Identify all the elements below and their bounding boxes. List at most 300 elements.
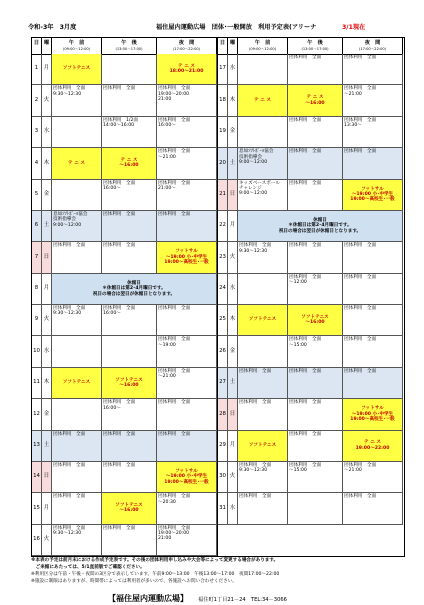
- schedule-row: [218, 462, 403, 493]
- header-evening: [157, 38, 217, 54]
- slot-text: 団体利用 全面: [289, 180, 322, 186]
- slot-text: 息如ｿﾌﾄﾎﾞｰﾙ協会: [239, 149, 274, 155]
- slot-text: ソフトテニス: [248, 317, 277, 323]
- slot-text: 団体利用 全面: [239, 494, 272, 500]
- weekday: 土: [228, 368, 238, 398]
- slot-text: 団体利用 全面: [158, 337, 191, 343]
- morning-slot: [52, 211, 102, 241]
- slot-text: ソフトテニス: [248, 442, 277, 448]
- evening-slot: [157, 462, 217, 492]
- weekday: 月: [42, 274, 52, 304]
- afternoon-slot: [102, 462, 157, 492]
- slot-text: 団体利用 全面: [344, 274, 377, 280]
- slot-text: 団体利用 全面: [158, 180, 191, 186]
- morning-slot: [52, 493, 102, 523]
- slot-text: 9:30～12:30: [239, 248, 268, 254]
- day-number: 3: [32, 117, 42, 147]
- afternoon-slot: [288, 148, 343, 178]
- note-3: ※利用区分は午前・午後・夜間の3区分で表示しています。午前9:00～13:00 午後13:00～17:00 夜間17:00～22:00: [31, 572, 280, 577]
- slot-text: 9:30～12:30: [53, 531, 82, 537]
- weekday: 木: [228, 85, 238, 115]
- weekday: 月: [228, 431, 238, 461]
- evening-slot: [343, 462, 403, 492]
- afternoon-slot: [288, 462, 343, 492]
- header-day-label: 日: [219, 40, 226, 46]
- evening-slot: [157, 180, 217, 210]
- weekday: 土: [42, 431, 52, 461]
- slot-text: 団体利用 全面: [103, 180, 136, 186]
- slot-text: フットサル: [175, 468, 198, 474]
- slot-text: 団体利用 全面: [289, 243, 322, 249]
- evening-slot: [157, 54, 217, 84]
- header-weekday-label: 曜: [43, 40, 50, 46]
- slot-text: ～19:00 小･中学生: [351, 411, 394, 417]
- afternoon-slot: [288, 305, 343, 335]
- schedule-row: [32, 462, 217, 493]
- morning-slot: [238, 462, 288, 492]
- slot-text: ～19:00 小･中学生: [351, 191, 394, 197]
- afternoon-slot: [102, 336, 157, 366]
- weekday: 火: [42, 85, 52, 115]
- weekday: 水: [228, 54, 238, 84]
- header-weekday: [42, 38, 52, 54]
- afternoon-slot: [102, 54, 157, 84]
- slot-text: 団体利用 1/2面: [103, 117, 138, 123]
- weekday: 金: [228, 117, 238, 147]
- header-morning-time: (09:00～12:00): [248, 47, 277, 51]
- morning-slot: [238, 180, 288, 210]
- slot-text: 団体利用 全面: [239, 462, 272, 468]
- slot-text: 団体利用 全面: [344, 368, 377, 374]
- evening-slot: [343, 399, 403, 429]
- footer-facility-name: 【福住屋内運動広場】: [108, 594, 188, 603]
- slot-text: ＊休館日は第2･4月曜日です。: [102, 286, 166, 292]
- header-evening-time: (17:00～22:00): [358, 47, 387, 51]
- evening-slot: [343, 336, 403, 366]
- footer: [108, 586, 388, 603]
- slot-text: キッズベースボール: [239, 180, 280, 186]
- schedule-row: [32, 305, 217, 336]
- slot-text: 団体利用 全面: [53, 525, 86, 531]
- header-morning: [52, 38, 102, 54]
- slot-text: 団体利用 全面: [344, 117, 377, 123]
- day-number: 11: [32, 368, 42, 398]
- slot-text: ～21:00: [344, 468, 362, 474]
- slot-text: ～21:00: [158, 154, 176, 160]
- schedule-row: [32, 431, 217, 462]
- weekday: 水: [42, 117, 52, 147]
- morning-slot: [238, 368, 288, 398]
- slot-text: 団体利用 全面: [289, 431, 322, 437]
- morning-slot: [238, 85, 288, 115]
- slot-text: 19:00～高校生･一般: [350, 197, 395, 203]
- slot-text: 団体利用 全面: [344, 306, 377, 311]
- schedule-row: [218, 180, 403, 211]
- slot-text: ＊休館日は第2･4月曜日です。: [288, 223, 352, 229]
- slot-text: 団体利用 全面: [158, 494, 191, 500]
- day-number: 5: [32, 180, 42, 210]
- afternoon-slot: [288, 431, 343, 461]
- slot-text: 団体利用 全面: [289, 400, 322, 406]
- schedule-row: [218, 368, 403, 399]
- day-number: 30: [218, 462, 228, 492]
- slot-text: 団体利用 全面: [344, 462, 377, 468]
- weekday: 土: [42, 211, 52, 241]
- afternoon-slot: [288, 493, 343, 523]
- day-number: 10: [32, 336, 42, 366]
- slot-text: フットサル: [361, 186, 384, 192]
- evening-slot: [343, 54, 403, 84]
- header-morning-label: 午 前: [254, 40, 271, 46]
- slot-text: ～21:00: [344, 91, 362, 97]
- weekday: 金: [42, 180, 52, 210]
- slot-text: 団体利用 全面: [103, 400, 136, 406]
- slot-text: 団体利用 全面: [239, 368, 272, 374]
- evening-slot: [157, 525, 217, 555]
- day-number: 28: [218, 399, 228, 429]
- closure-notice: [52, 274, 217, 304]
- day-number: 8: [32, 274, 42, 304]
- slot-text: 21:00～: [158, 185, 176, 191]
- schedule-row: [218, 54, 403, 85]
- slot-text: 技術指導会: [53, 217, 76, 223]
- afternoon-slot: [102, 525, 157, 555]
- schedule-row: [32, 85, 217, 116]
- afternoon-slot: [288, 242, 343, 272]
- afternoon-slot: [288, 117, 343, 147]
- weekday: 木: [42, 148, 52, 178]
- header-weekday-label: 曜: [229, 40, 236, 46]
- weekday: 木: [228, 305, 238, 335]
- slot-text: ソフトテニス: [115, 377, 143, 383]
- slot-text: 団体利用 全面: [239, 400, 272, 406]
- slot-text: 団体利用 全面: [103, 462, 136, 468]
- header-afternoon: [288, 38, 343, 54]
- afternoon-slot: [288, 54, 343, 84]
- evening-slot: [343, 368, 403, 398]
- slot-text: 団体利用 全面: [158, 431, 191, 437]
- day-number: 17: [218, 54, 228, 84]
- evening-slot: [157, 493, 217, 523]
- weekday: 月: [42, 54, 52, 84]
- morning-slot: [238, 117, 288, 147]
- footer-address: 福住町1丁目21－24 TEL:34－3066: [198, 597, 287, 603]
- slot-text: 団体利用 全面: [53, 494, 86, 500]
- slot-text: 19:00～高校生･一般: [164, 479, 209, 485]
- afternoon-slot: [102, 117, 157, 147]
- evening-slot: [343, 180, 403, 210]
- schedule-row: [218, 117, 403, 148]
- slot-text: ～16:00: [119, 508, 139, 514]
- afternoon-slot: [102, 368, 157, 398]
- schedule-row: [32, 274, 217, 305]
- slot-text: 団体利用 全面: [158, 117, 191, 123]
- afternoon-slot: [102, 85, 157, 115]
- slot-text: ～19:00: [158, 342, 176, 348]
- evening-slot: [343, 431, 403, 461]
- slot-text: ～16:00: [119, 163, 139, 169]
- evening-slot: [157, 85, 217, 115]
- day-number: 4: [32, 148, 42, 178]
- note-1: ※本表の予定は前月末における作成予定表です。その後の団体利用申し込みや大会等によって変更する場合があります。: [31, 558, 279, 563]
- afternoon-slot: [102, 148, 157, 178]
- left-header-row: [32, 38, 217, 55]
- evening-slot: [157, 305, 217, 335]
- evening-slot: [157, 431, 217, 461]
- morning-slot: [52, 305, 102, 335]
- afternoon-slot: [102, 399, 157, 429]
- morning-slot: [238, 399, 288, 429]
- day-number: 25: [218, 305, 228, 335]
- slot-text: 団体利用 全面: [53, 243, 86, 249]
- slot-text: 9:30～12:30: [53, 91, 82, 97]
- evening-slot: [343, 85, 403, 115]
- day-number: 23: [218, 242, 228, 272]
- slot-text: 技術指導会: [239, 154, 262, 160]
- evening-slot: [157, 117, 217, 147]
- day-number: 13: [32, 431, 42, 461]
- schedule-row: [32, 180, 217, 211]
- day-number: 12: [32, 399, 42, 429]
- slot-text: 団体利用 全面: [289, 149, 322, 155]
- slot-text: 団体利用 全面: [289, 55, 322, 60]
- slot-text: 9:30～12:30: [53, 311, 82, 317]
- slot-text: 16:00～: [103, 185, 121, 191]
- header-afternoon-label: 午 後: [121, 40, 137, 46]
- schedule-row: [218, 399, 403, 430]
- slot-text: 団体利用 全面: [289, 462, 322, 468]
- header-morning-label: 午 前: [68, 40, 85, 46]
- day-number: 6: [32, 211, 42, 241]
- day-number: 14: [32, 462, 42, 492]
- title-status: 3/1現在: [342, 24, 366, 31]
- evening-slot: [157, 211, 217, 241]
- slot-text: 9:30～12:30: [239, 468, 268, 474]
- weekday: 火: [228, 462, 238, 492]
- slot-text: 団体利用 全面: [289, 117, 322, 123]
- day-number: 19: [218, 117, 228, 147]
- afternoon-slot: [102, 180, 157, 210]
- morning-slot: [238, 54, 288, 84]
- schedule-row: [32, 336, 217, 367]
- header-evening-label: 夜 間: [364, 40, 381, 46]
- right-header-row: [218, 38, 403, 55]
- morning-slot: [52, 180, 102, 210]
- evening-slot: [157, 399, 217, 429]
- schedule-row: [218, 336, 403, 367]
- slot-text: 団体利用 全面: [344, 55, 377, 60]
- afternoon-slot: [288, 274, 343, 304]
- weekday: 水: [228, 493, 238, 523]
- day-number: 21: [218, 180, 228, 210]
- schedule-row: [32, 493, 217, 524]
- closure-notice: [238, 211, 403, 241]
- slot-text: 休館日: [313, 217, 327, 223]
- slot-text: 団体利用 全面: [289, 368, 322, 374]
- slot-text: 団体利用 全面: [344, 243, 377, 249]
- day-number: 27: [218, 368, 228, 398]
- slot-text: 16:00～: [158, 123, 176, 129]
- slot-text: 息如ｿﾌﾄﾎﾞｰﾙ協会: [53, 211, 88, 217]
- slot-text: 祝日の場合は翌日が休館日となります。: [92, 291, 176, 297]
- slot-text: 16:00～: [103, 405, 121, 411]
- slot-text: 団体利用 全面: [53, 431, 86, 437]
- schedule-row: [32, 117, 217, 148]
- morning-slot: [238, 242, 288, 272]
- schedule-row: [218, 242, 403, 273]
- slot-text: ～12:00: [289, 280, 307, 286]
- slot-text: 団体利用 全面: [344, 149, 377, 155]
- schedule-row: [218, 431, 403, 462]
- weekday: 日: [42, 462, 52, 492]
- slot-text: 祝日の場合は翌日が休館日となります。: [278, 228, 362, 234]
- morning-slot: [52, 399, 102, 429]
- slot-text: フットサル: [175, 249, 198, 255]
- morning-slot: [52, 525, 102, 555]
- slot-text: ソフトテニス: [115, 503, 143, 509]
- evening-slot: [343, 148, 403, 178]
- evening-slot: [343, 493, 403, 523]
- afternoon-slot: [102, 211, 157, 241]
- day-number: 24: [218, 274, 228, 304]
- slot-text: 団体利用 全面: [158, 149, 191, 155]
- morning-slot: [52, 148, 102, 178]
- slot-text: ソフトテニス: [62, 380, 91, 386]
- title-era: 令和-3年 3月度: [28, 24, 77, 31]
- afternoon-slot: [102, 431, 157, 461]
- morning-slot: [238, 305, 288, 335]
- day-number: 26: [218, 336, 228, 366]
- slot-text: 団体利用 全面: [239, 243, 272, 249]
- slot-text: 団体利用 全面: [344, 86, 377, 92]
- slot-text: 21:00: [158, 536, 172, 542]
- slot-text: ～16:00: [305, 100, 325, 106]
- schedule-left-half: [32, 38, 218, 556]
- evening-slot: [343, 117, 403, 147]
- slot-text: チャレンジ: [239, 185, 262, 191]
- header-day: [218, 38, 228, 54]
- slot-text: 団体利用 全面: [158, 368, 191, 374]
- day-number: 9: [32, 305, 42, 335]
- schedule-row: [32, 211, 217, 242]
- weekday: 日: [228, 399, 238, 429]
- slot-text: 団体利用 全面: [53, 86, 86, 92]
- morning-slot: [52, 85, 102, 115]
- slot-text: ～19:00 小･中学生: [165, 474, 208, 480]
- slot-text: ソフトテニス: [62, 66, 91, 72]
- evening-slot: [343, 274, 403, 304]
- morning-slot: [238, 274, 288, 304]
- schedule-row: [32, 148, 217, 179]
- slot-text: テ ニ ス: [120, 157, 138, 163]
- header-afternoon-label: 午 後: [307, 40, 323, 46]
- slot-text: 団体利用 全面: [158, 211, 191, 217]
- morning-slot: [238, 431, 288, 461]
- slot-text: ～16:00: [119, 382, 139, 388]
- afternoon-slot: [102, 493, 157, 523]
- slot-text: 団体利用 全面: [103, 431, 136, 437]
- weekday: 火: [42, 305, 52, 335]
- schedule-row: [218, 274, 403, 305]
- slot-text: テ ニ ス: [254, 97, 271, 103]
- header-weekday: [228, 38, 238, 54]
- weekday: 月: [42, 493, 52, 523]
- day-number: 7: [32, 242, 42, 272]
- slot-text: 9:00～12:00: [239, 159, 268, 165]
- afternoon-slot: [288, 180, 343, 210]
- evening-slot: [157, 368, 217, 398]
- slot-text: 団体利用 全面: [53, 306, 86, 311]
- slot-text: ～21:00: [158, 374, 176, 380]
- header-morning: [238, 38, 288, 54]
- schedule-row: [32, 399, 217, 430]
- slot-text: テ ニ ス: [364, 440, 381, 446]
- weekday: 月: [228, 211, 238, 241]
- day-number: 16: [32, 525, 42, 555]
- slot-text: 団体利用 全面: [289, 337, 322, 343]
- morning-slot: [52, 462, 102, 492]
- slot-text: 19:00～22:00: [355, 445, 390, 451]
- header-afternoon-time: (13:00～17:00): [115, 47, 143, 51]
- slot-text: ～15:00: [289, 468, 307, 474]
- afternoon-slot: [288, 336, 343, 366]
- slot-text: 団体利用 全面: [158, 86, 191, 92]
- slot-text: 団体利用 全面: [158, 400, 191, 406]
- slot-text: 16:00～: [103, 311, 121, 317]
- slot-text: 団体利用 全面: [103, 306, 136, 311]
- evening-slot: [343, 305, 403, 335]
- morning-slot: [52, 368, 102, 398]
- day-number: 18: [218, 85, 228, 115]
- header-afternoon: [102, 38, 157, 54]
- schedule-row: [218, 148, 403, 179]
- slot-text: 団体利用 全面: [344, 494, 377, 500]
- slot-text: 団体利用 全面: [53, 462, 86, 468]
- title-main: 福住屋内運動広場 団体･一般開放 利用予定表(アリーナ: [156, 24, 317, 31]
- slot-text: ～19:00 小･中学生: [165, 254, 208, 260]
- slot-text: 19:00～20:00: [158, 91, 190, 97]
- schedule-row: [32, 525, 217, 556]
- slot-text: 13:30～: [344, 123, 362, 129]
- note-4: ※施設に制限はありますが、時間帯によっては利用者が多いので、各施設へお問い合わせください。: [31, 579, 237, 584]
- weekday: 木: [42, 368, 52, 398]
- slot-text: ソフトテニス: [301, 314, 329, 320]
- day-number: 31: [218, 493, 228, 523]
- slot-text: 団体利用 全面: [158, 525, 191, 531]
- weekday: 日: [42, 242, 52, 272]
- header-evening-time: (17:00～22:00): [172, 47, 201, 51]
- slot-text: 団体利用 全面: [103, 211, 136, 217]
- morning-slot: [52, 117, 102, 147]
- schedule-row: [32, 368, 217, 399]
- day-number: 1: [32, 54, 42, 84]
- schedule-row: [32, 54, 217, 85]
- morning-slot: [52, 54, 102, 84]
- weekday: 火: [42, 525, 52, 555]
- morning-slot: [52, 431, 102, 461]
- afternoon-slot: [288, 399, 343, 429]
- day-number: 15: [32, 493, 42, 523]
- slot-text: フットサル: [361, 406, 384, 412]
- slot-text: 19:00～高校生･一般: [350, 417, 395, 423]
- morning-slot: [52, 242, 102, 272]
- slot-text: 21:00: [158, 97, 172, 103]
- weekday: 火: [228, 242, 238, 272]
- header-evening: [343, 38, 403, 54]
- slot-text: 団体利用 全面: [158, 306, 191, 311]
- header-morning-time: (09:00～12:00): [62, 47, 91, 51]
- weekday: 水: [42, 336, 52, 366]
